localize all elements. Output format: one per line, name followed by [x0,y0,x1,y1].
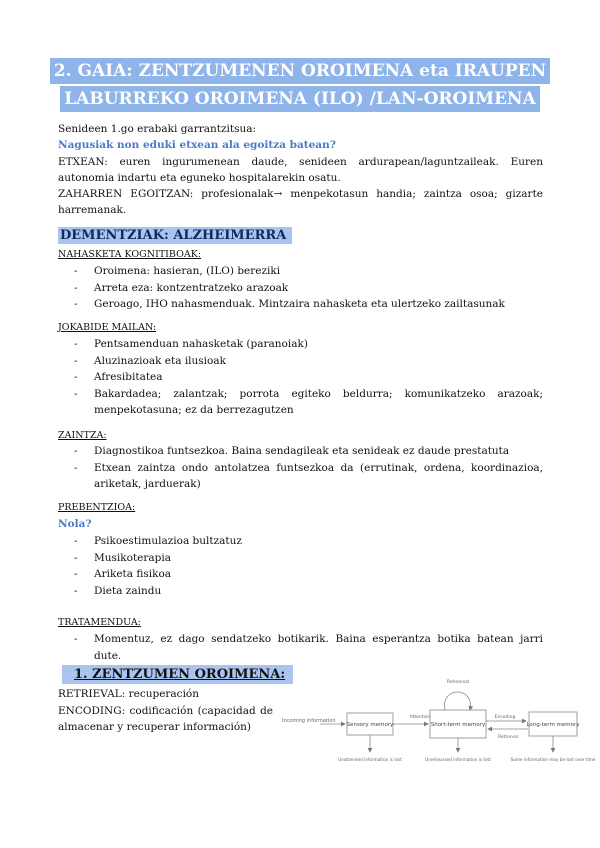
nahasketa-list [74,263,543,313]
sensory-label: Sensory memory [346,722,394,728]
prebentzioa-list [74,533,543,599]
title-line-2: LABURREKO OROIMENA (ILO) /LAN-OROIMENA [0,86,600,112]
section1-heading: 1. ZENTZUMEN OROIMENA: [62,667,293,682]
list-item: - Momentuz, ez dago sendatzeko botikarik. Baina esperantza botika batean jarri dute. [74,633,543,662]
jokabide-list [74,336,543,419]
etxean-paragraph: ETXEAN: euren ingurumenean daude, senideen ardurapean/laguntzaileak. Euren autonomia indartu eta eguneko hospitalarekin osatu. [58,156,543,184]
intro-question: Nagusiak non eduki etxean ala egoitza batean? [58,139,336,151]
intro-line: Senideen 1.go erabaki garrantzitsua: [58,123,257,135]
list-item: - Geroago, IHO nahasmenduak. Mintzaira nahasketa eta ulertzeko zailtasunak [74,298,505,310]
longterm-lost-label: Some information may be lost over time [510,757,596,762]
list-item: - Bakardadea; zalantzak; porrota egiteko beldurra; komunikatzeko arazoak; menpekotasuna; ez da berrezagutzen [74,387,543,416]
rehearsal-label: Rehearsal [446,680,470,685]
list-item: - Pentsamenduan nahasketak (paranoiak) [74,338,308,350]
list-item: - Musikoterapia [74,551,171,564]
title-line-1: 2. GAIA: ZENTZUMENEN OROIMENA eta IRAUPEN [0,58,600,84]
unattended-label: Unattended information is lost [338,757,402,762]
nola-question: Nola? [58,518,92,530]
dementziak-heading: DEMENTZIAK: ALZHEIMERRA [58,228,292,243]
encoding-paragraph: ENCODING: codificación (capacidad de almacenar y recuperar información) [58,705,273,733]
unrehearsed-label: Unrehearsed information is lost [425,757,491,762]
encoding-label: Encoding [494,715,516,720]
zaharren-paragraph: ZAHARREN EGOITZAN: profesionalak→ menpekotasun handia; zaintza osoa; gizarte harremanak. [58,188,543,216]
list-item: - Psikoestimulazioa bultzatuz [74,535,242,547]
prebentzioa-label: PREBENTZIOA: [58,502,136,513]
tratamendua-list [74,631,543,664]
list-item: - Aluzinazioak eta ilusioak [74,354,226,367]
short-term-label: Short-term memory [430,722,486,728]
attention-label: Attention [409,715,431,720]
zaintza-list [74,443,543,493]
list-item: - Oroimena: hasieran, (ILO) bereziki [74,265,281,277]
list-item: - Diagnostikoa funtsezkoa. Baina sendagileak eta senideak ez daude prestatuta [74,445,510,457]
zaintza-label: ZAINTZA: [58,430,107,441]
long-term-label: Long-term memory [526,722,580,728]
retrieval-line: RETRIEVAL: recuperación [58,688,200,700]
tratamendua-label: TRATAMENDUA: [58,617,141,628]
list-item: - Arreta eza: kontzentratzeko arazoak [74,281,289,294]
list-item: - Afresibitatea [74,371,163,383]
retrieval-label: Retrieval [498,735,518,740]
list-item: - Etxean zaintza ondo antolatzea funtsezkoa da (errutinak, ordena, koordinazioa, ariketak, jarduerak) [74,461,543,490]
list-item: - Ariketa fisikoa [74,568,172,580]
nahasketa-label: NAHASKETA KOGNITIBOAK: [58,249,202,260]
input-label: Incoming information [282,718,336,724]
list-item: - Dieta zaindu [74,584,162,597]
jokabide-label: JOKABIDE MAILAN: [58,322,157,333]
memory-model-diagram [280,666,596,784]
